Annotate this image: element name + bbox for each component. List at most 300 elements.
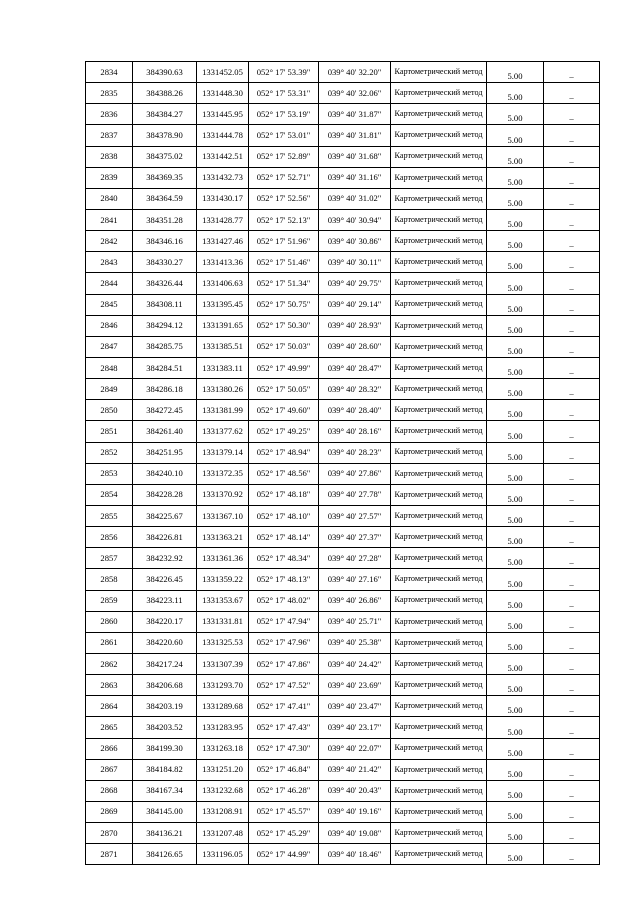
x-coordinate-cell: 384284.51 (133, 357, 197, 378)
latitude-cell: 052° 17' 46.84" (249, 759, 319, 780)
y-coordinate-cell: 1331379.14 (197, 442, 249, 463)
table-row (86, 653, 600, 674)
longitude-cell: 039° 40' 19.16" (319, 801, 391, 822)
longitude-cell: 039° 40' 23.69" (319, 675, 391, 696)
y-coordinate-cell: 1331325.53 (197, 632, 249, 653)
method-cell: Картометрический метод (391, 188, 487, 209)
method-cell: Картометрический метод (391, 146, 487, 167)
accuracy-cell: 5.00 (487, 675, 544, 696)
method-cell: Картометрический метод (391, 527, 487, 548)
table-row (86, 590, 600, 611)
accuracy-cell: 5.00 (487, 146, 544, 167)
latitude-cell: 052° 17' 47.52" (249, 675, 319, 696)
latitude-cell: 052° 17' 53.39" (249, 62, 319, 83)
y-coordinate-cell: 1331196.05 (197, 844, 249, 865)
latitude-cell: 052° 17' 48.94" (249, 442, 319, 463)
y-coordinate-cell: 1331207.48 (197, 823, 249, 844)
table-row (86, 421, 600, 442)
x-coordinate-cell: 384220.17 (133, 611, 197, 632)
y-coordinate-cell: 1331353.67 (197, 590, 249, 611)
table-row (86, 400, 600, 421)
latitude-cell: 052° 17' 49.25" (249, 421, 319, 442)
longitude-cell: 039° 40' 30.94" (319, 209, 391, 230)
table-row (86, 83, 600, 104)
accuracy-cell: 5.00 (487, 780, 544, 801)
description-cell: – (544, 590, 600, 611)
accuracy-cell: 5.00 (487, 62, 544, 83)
method-cell: Картометрический метод (391, 675, 487, 696)
y-coordinate-cell: 1331444.78 (197, 125, 249, 146)
x-coordinate-cell: 384308.11 (133, 294, 197, 315)
method-cell: Картометрический метод (391, 167, 487, 188)
accuracy-cell: 5.00 (487, 336, 544, 357)
description-cell: – (544, 294, 600, 315)
point-number-cell: 2839 (86, 167, 133, 188)
description-cell: – (544, 252, 600, 273)
x-coordinate-cell: 384390.63 (133, 62, 197, 83)
latitude-cell: 052° 17' 50.03" (249, 336, 319, 357)
method-cell: Картометрический метод (391, 421, 487, 442)
latitude-cell: 052° 17' 50.30" (249, 315, 319, 336)
x-coordinate-cell: 384384.27 (133, 104, 197, 125)
y-coordinate-cell: 1331427.46 (197, 231, 249, 252)
coordinates-table (85, 61, 600, 865)
x-coordinate-cell: 384364.59 (133, 188, 197, 209)
accuracy-cell: 5.00 (487, 442, 544, 463)
x-coordinate-cell: 384351.28 (133, 209, 197, 230)
latitude-cell: 052° 17' 53.19" (249, 104, 319, 125)
description-cell: – (544, 209, 600, 230)
longitude-cell: 039° 40' 32.06" (319, 83, 391, 104)
x-coordinate-cell: 384388.26 (133, 83, 197, 104)
table-row (86, 442, 600, 463)
x-coordinate-cell: 384294.12 (133, 315, 197, 336)
description-cell: – (544, 273, 600, 294)
x-coordinate-cell: 384217.24 (133, 653, 197, 674)
description-cell: – (544, 315, 600, 336)
x-coordinate-cell: 384203.52 (133, 717, 197, 738)
longitude-cell: 039° 40' 23.17" (319, 717, 391, 738)
accuracy-cell: 5.00 (487, 125, 544, 146)
method-cell: Картометрический метод (391, 484, 487, 505)
x-coordinate-cell: 384136.21 (133, 823, 197, 844)
x-coordinate-cell: 384167.34 (133, 780, 197, 801)
latitude-cell: 052° 17' 52.56" (249, 188, 319, 209)
method-cell: Картометрический метод (391, 590, 487, 611)
method-cell: Картометрический метод (391, 844, 487, 865)
point-number-cell: 2837 (86, 125, 133, 146)
x-coordinate-cell: 384228.28 (133, 484, 197, 505)
longitude-cell: 039° 40' 30.11" (319, 252, 391, 273)
accuracy-cell: 5.00 (487, 379, 544, 400)
y-coordinate-cell: 1331383.11 (197, 357, 249, 378)
longitude-cell: 039° 40' 28.47" (319, 357, 391, 378)
table-row (86, 209, 600, 230)
point-number-cell: 2834 (86, 62, 133, 83)
latitude-cell: 052° 17' 45.29" (249, 823, 319, 844)
method-cell: Картометрический метод (391, 548, 487, 569)
y-coordinate-cell: 1331359.22 (197, 569, 249, 590)
method-cell: Картометрический метод (391, 400, 487, 421)
table-row (86, 188, 600, 209)
accuracy-cell: 5.00 (487, 315, 544, 336)
method-cell: Картометрический метод (391, 611, 487, 632)
point-number-cell: 2870 (86, 823, 133, 844)
method-cell: Картометрический метод (391, 231, 487, 252)
x-coordinate-cell: 384232.92 (133, 548, 197, 569)
longitude-cell: 039° 40' 28.93" (319, 315, 391, 336)
latitude-cell: 052° 17' 48.34" (249, 548, 319, 569)
description-cell: – (544, 632, 600, 653)
point-number-cell: 2844 (86, 273, 133, 294)
table-row (86, 231, 600, 252)
description-cell: – (544, 442, 600, 463)
x-coordinate-cell: 384126.65 (133, 844, 197, 865)
table-row (86, 315, 600, 336)
longitude-cell: 039° 40' 28.40" (319, 400, 391, 421)
description-cell: – (544, 844, 600, 865)
accuracy-cell: 5.00 (487, 717, 544, 738)
accuracy-cell: 5.00 (487, 653, 544, 674)
point-number-cell: 2851 (86, 421, 133, 442)
longitude-cell: 039° 40' 28.60" (319, 336, 391, 357)
x-coordinate-cell: 384272.45 (133, 400, 197, 421)
latitude-cell: 052° 17' 50.75" (249, 294, 319, 315)
accuracy-cell: 5.00 (487, 548, 544, 569)
table-row (86, 463, 600, 484)
description-cell: – (544, 104, 600, 125)
point-number-cell: 2847 (86, 336, 133, 357)
accuracy-cell: 5.00 (487, 801, 544, 822)
table-row (86, 696, 600, 717)
description-cell: – (544, 823, 600, 844)
method-cell: Картометрический метод (391, 505, 487, 526)
point-number-cell: 2869 (86, 801, 133, 822)
description-cell: – (544, 653, 600, 674)
x-coordinate-cell: 384286.18 (133, 379, 197, 400)
x-coordinate-cell: 384226.45 (133, 569, 197, 590)
latitude-cell: 052° 17' 52.89" (249, 146, 319, 167)
method-cell: Картометрический метод (391, 336, 487, 357)
longitude-cell: 039° 40' 20.43" (319, 780, 391, 801)
y-coordinate-cell: 1331380.26 (197, 379, 249, 400)
latitude-cell: 052° 17' 47.94" (249, 611, 319, 632)
x-coordinate-cell: 384251.95 (133, 442, 197, 463)
accuracy-cell: 5.00 (487, 400, 544, 421)
table-row (86, 252, 600, 273)
point-number-cell: 2857 (86, 548, 133, 569)
point-number-cell: 2850 (86, 400, 133, 421)
accuracy-cell: 5.00 (487, 844, 544, 865)
table-row (86, 125, 600, 146)
y-coordinate-cell: 1331413.36 (197, 252, 249, 273)
y-coordinate-cell: 1331395.45 (197, 294, 249, 315)
longitude-cell: 039° 40' 28.23" (319, 442, 391, 463)
table-row (86, 780, 600, 801)
latitude-cell: 052° 17' 48.18" (249, 484, 319, 505)
table-row (86, 357, 600, 378)
method-cell: Картометрический метод (391, 738, 487, 759)
longitude-cell: 039° 40' 30.86" (319, 231, 391, 252)
table-row (86, 167, 600, 188)
description-cell: – (544, 759, 600, 780)
longitude-cell: 039° 40' 23.47" (319, 696, 391, 717)
table-row (86, 717, 600, 738)
method-cell: Картометрический метод (391, 209, 487, 230)
accuracy-cell: 5.00 (487, 209, 544, 230)
x-coordinate-cell: 384346.16 (133, 231, 197, 252)
y-coordinate-cell: 1331208.91 (197, 801, 249, 822)
longitude-cell: 039° 40' 27.37" (319, 527, 391, 548)
y-coordinate-cell: 1331432.73 (197, 167, 249, 188)
latitude-cell: 052° 17' 52.13" (249, 209, 319, 230)
accuracy-cell: 5.00 (487, 273, 544, 294)
accuracy-cell: 5.00 (487, 484, 544, 505)
latitude-cell: 052° 17' 50.05" (249, 379, 319, 400)
description-cell: – (544, 379, 600, 400)
table-row (86, 273, 600, 294)
latitude-cell: 052° 17' 47.96" (249, 632, 319, 653)
accuracy-cell: 5.00 (487, 823, 544, 844)
accuracy-cell: 5.00 (487, 294, 544, 315)
point-number-cell: 2842 (86, 231, 133, 252)
latitude-cell: 052° 17' 47.43" (249, 717, 319, 738)
longitude-cell: 039° 40' 31.16" (319, 167, 391, 188)
latitude-cell: 052° 17' 52.71" (249, 167, 319, 188)
x-coordinate-cell: 384226.81 (133, 527, 197, 548)
point-number-cell: 2854 (86, 484, 133, 505)
accuracy-cell: 5.00 (487, 632, 544, 653)
method-cell: Картометрический метод (391, 315, 487, 336)
accuracy-cell: 5.00 (487, 188, 544, 209)
longitude-cell: 039° 40' 22.07" (319, 738, 391, 759)
x-coordinate-cell: 384261.40 (133, 421, 197, 442)
table-row (86, 104, 600, 125)
accuracy-cell: 5.00 (487, 463, 544, 484)
description-cell: – (544, 125, 600, 146)
point-number-cell: 2845 (86, 294, 133, 315)
accuracy-cell: 5.00 (487, 696, 544, 717)
description-cell: – (544, 357, 600, 378)
latitude-cell: 052° 17' 47.86" (249, 653, 319, 674)
accuracy-cell: 5.00 (487, 83, 544, 104)
longitude-cell: 039° 40' 31.68" (319, 146, 391, 167)
longitude-cell: 039° 40' 25.38" (319, 632, 391, 653)
table-body (86, 62, 600, 865)
x-coordinate-cell: 384184.82 (133, 759, 197, 780)
accuracy-cell: 5.00 (487, 759, 544, 780)
description-cell: – (544, 696, 600, 717)
y-coordinate-cell: 1331251.20 (197, 759, 249, 780)
accuracy-cell: 5.00 (487, 421, 544, 442)
point-number-cell: 2836 (86, 104, 133, 125)
longitude-cell: 039° 40' 29.14" (319, 294, 391, 315)
description-cell: – (544, 548, 600, 569)
latitude-cell: 052° 17' 47.30" (249, 738, 319, 759)
point-number-cell: 2853 (86, 463, 133, 484)
method-cell: Картометрический метод (391, 696, 487, 717)
point-number-cell: 2855 (86, 505, 133, 526)
latitude-cell: 052° 17' 53.31" (249, 83, 319, 104)
accuracy-cell: 5.00 (487, 611, 544, 632)
table-row (86, 759, 600, 780)
point-number-cell: 2866 (86, 738, 133, 759)
latitude-cell: 052° 17' 51.96" (249, 231, 319, 252)
description-cell: – (544, 484, 600, 505)
method-cell: Картометрический метод (391, 83, 487, 104)
latitude-cell: 052° 17' 46.28" (249, 780, 319, 801)
longitude-cell: 039° 40' 24.42" (319, 653, 391, 674)
longitude-cell: 039° 40' 28.16" (319, 421, 391, 442)
longitude-cell: 039° 40' 27.86" (319, 463, 391, 484)
y-coordinate-cell: 1331293.70 (197, 675, 249, 696)
latitude-cell: 052° 17' 45.57" (249, 801, 319, 822)
longitude-cell: 039° 40' 27.16" (319, 569, 391, 590)
longitude-cell: 039° 40' 28.32" (319, 379, 391, 400)
longitude-cell: 039° 40' 21.42" (319, 759, 391, 780)
method-cell: Картометрический метод (391, 632, 487, 653)
point-number-cell: 2859 (86, 590, 133, 611)
method-cell: Картометрический метод (391, 273, 487, 294)
point-number-cell: 2863 (86, 675, 133, 696)
description-cell: – (544, 780, 600, 801)
x-coordinate-cell: 384206.68 (133, 675, 197, 696)
y-coordinate-cell: 1331381.99 (197, 400, 249, 421)
point-number-cell: 2852 (86, 442, 133, 463)
table-row (86, 823, 600, 844)
method-cell: Картометрический метод (391, 357, 487, 378)
x-coordinate-cell: 384240.10 (133, 463, 197, 484)
longitude-cell: 039° 40' 32.20" (319, 62, 391, 83)
description-cell: – (544, 505, 600, 526)
method-cell: Картометрический метод (391, 801, 487, 822)
latitude-cell: 052° 17' 51.46" (249, 252, 319, 273)
description-cell: – (544, 188, 600, 209)
point-number-cell: 2835 (86, 83, 133, 104)
latitude-cell: 052° 17' 48.13" (249, 569, 319, 590)
y-coordinate-cell: 1331363.21 (197, 527, 249, 548)
x-coordinate-cell: 384203.19 (133, 696, 197, 717)
point-number-cell: 2864 (86, 696, 133, 717)
accuracy-cell: 5.00 (487, 357, 544, 378)
description-cell: – (544, 675, 600, 696)
accuracy-cell: 5.00 (487, 252, 544, 273)
x-coordinate-cell: 384326.44 (133, 273, 197, 294)
y-coordinate-cell: 1331442.51 (197, 146, 249, 167)
latitude-cell: 052° 17' 53.01" (249, 125, 319, 146)
method-cell: Картометрический метод (391, 125, 487, 146)
accuracy-cell: 5.00 (487, 569, 544, 590)
y-coordinate-cell: 1331370.92 (197, 484, 249, 505)
description-cell: – (544, 83, 600, 104)
longitude-cell: 039° 40' 27.57" (319, 505, 391, 526)
y-coordinate-cell: 1331448.30 (197, 83, 249, 104)
longitude-cell: 039° 40' 27.78" (319, 484, 391, 505)
table-row (86, 801, 600, 822)
table-row (86, 505, 600, 526)
point-number-cell: 2868 (86, 780, 133, 801)
description-cell: – (544, 146, 600, 167)
table-row (86, 738, 600, 759)
y-coordinate-cell: 1331283.95 (197, 717, 249, 738)
point-number-cell: 2843 (86, 252, 133, 273)
table-row (86, 336, 600, 357)
y-coordinate-cell: 1331406.63 (197, 273, 249, 294)
description-cell: – (544, 463, 600, 484)
y-coordinate-cell: 1331385.51 (197, 336, 249, 357)
table-row (86, 548, 600, 569)
table-row (86, 611, 600, 632)
accuracy-cell: 5.00 (487, 167, 544, 188)
point-number-cell: 2867 (86, 759, 133, 780)
description-cell: – (544, 62, 600, 83)
table-row (86, 294, 600, 315)
point-number-cell: 2848 (86, 357, 133, 378)
x-coordinate-cell: 384378.90 (133, 125, 197, 146)
latitude-cell: 052° 17' 51.34" (249, 273, 319, 294)
accuracy-cell: 5.00 (487, 590, 544, 611)
latitude-cell: 052° 17' 47.41" (249, 696, 319, 717)
point-number-cell: 2840 (86, 188, 133, 209)
description-cell: – (544, 717, 600, 738)
table-row (86, 527, 600, 548)
y-coordinate-cell: 1331331.81 (197, 611, 249, 632)
point-number-cell: 2838 (86, 146, 133, 167)
y-coordinate-cell: 1331232.68 (197, 780, 249, 801)
description-cell: – (544, 400, 600, 421)
x-coordinate-cell: 384285.75 (133, 336, 197, 357)
table-row (86, 484, 600, 505)
table-row (86, 632, 600, 653)
point-number-cell: 2862 (86, 653, 133, 674)
point-number-cell: 2849 (86, 379, 133, 400)
latitude-cell: 052° 17' 48.02" (249, 590, 319, 611)
point-number-cell: 2860 (86, 611, 133, 632)
y-coordinate-cell: 1331372.35 (197, 463, 249, 484)
document-page (85, 61, 599, 865)
description-cell: – (544, 231, 600, 252)
y-coordinate-cell: 1331391.65 (197, 315, 249, 336)
method-cell: Картометрический метод (391, 569, 487, 590)
accuracy-cell: 5.00 (487, 505, 544, 526)
method-cell: Картометрический метод (391, 780, 487, 801)
point-number-cell: 2858 (86, 569, 133, 590)
x-coordinate-cell: 384369.35 (133, 167, 197, 188)
y-coordinate-cell: 1331428.77 (197, 209, 249, 230)
point-number-cell: 2861 (86, 632, 133, 653)
x-coordinate-cell: 384223.11 (133, 590, 197, 611)
method-cell: Картометрический метод (391, 759, 487, 780)
method-cell: Картометрический метод (391, 379, 487, 400)
latitude-cell: 052° 17' 48.14" (249, 527, 319, 548)
description-cell: – (544, 167, 600, 188)
x-coordinate-cell: 384145.00 (133, 801, 197, 822)
y-coordinate-cell: 1331445.95 (197, 104, 249, 125)
method-cell: Картометрический метод (391, 823, 487, 844)
method-cell: Картометрический метод (391, 463, 487, 484)
description-cell: – (544, 421, 600, 442)
accuracy-cell: 5.00 (487, 527, 544, 548)
table-row (86, 569, 600, 590)
description-cell: – (544, 738, 600, 759)
table-row (86, 146, 600, 167)
point-number-cell: 2865 (86, 717, 133, 738)
y-coordinate-cell: 1331430.17 (197, 188, 249, 209)
longitude-cell: 039° 40' 18.46" (319, 844, 391, 865)
point-number-cell: 2846 (86, 315, 133, 336)
method-cell: Картометрический метод (391, 294, 487, 315)
y-coordinate-cell: 1331367.10 (197, 505, 249, 526)
